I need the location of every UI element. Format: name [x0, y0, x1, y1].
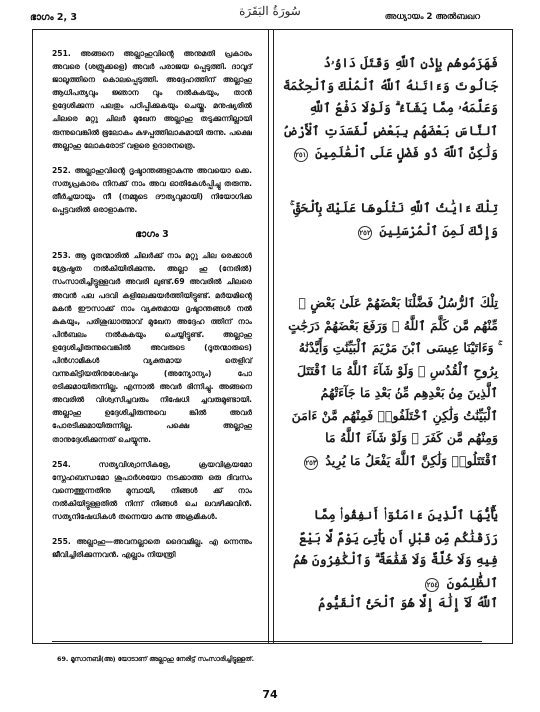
- header-chapter-label: അധ്യായം 2 അൽബഖറ: [384, 12, 480, 22]
- footnote-rule: [52, 641, 482, 642]
- surah-name-calligraphy: سُورَةُ البَقَرَة: [239, 4, 301, 18]
- page-number: 74: [262, 688, 278, 701]
- verse-253-translation: 253. ആ ദൂതന്മാരിൽ ചിലർക്ക് നാം മറ്റു ചില രെക്കാൾ ശ്രേഷ്ഠത നൽകിയിരിക്കുന്നു. അല്ലാ ഹു (നേരിൽ) സംസാരിച്ചിട്ടുള്ളവർ അവരി ലുണ്ട്.69 അവരിൽ ചിലരെ അവൻ പല പദവി കളിലേക്കുയർത്തിയിട്ടുണ്ട്. മർയമിന്റെ മകൻ ഈസാക്ക് നാം വ്യക്തമായ ദൃഷ്ടാന്തങ്ങൾ നൽ കുകയും, പരിശുദ്ധാത്മാവ് മുഖേന അദ്ദേഹ ത്തിന് നാം പിൻബലം നൽകുകയും ചെയ്യിട്ടുണ്ട്. അല്ലാഹു ഉദ്ദേശിച്ചിരുന്നുവെങ്കിൽ അവരുടെ (ദൂതന്മാരുടെ) പിൻഗാമികൾ വ്യക്തമായ തെളിവ് വന്നുകിട്ടിയതിനുശേഷവും (അന്യോന്യം) പോ രടിക്കുമായിരുന്നില്ല. എന്നാൽ അവർ ഭിന്നിച്ചു. അങ്ങനെ അവരിൽ വിശ്വസിച്ചവരും നിഷേധി ച്ചവരുമുണ്ടായി. അല്ലാഹു ഉദ്ദേശിച്ചിരുന്നുവെ ങ്കിൽ അവർ പോരടിക്കുമായിരുന്നില്ല. പക്ഷെ അല്ലാഹു താനുദ്ദേശിക്കുന്നത് ചെയ്യുന്നു.: [52, 251, 252, 444]
- verse-255-translation: 255. അല്ലാഹു—അവനല്ലാതെ ദൈവമില്ല. എ ന്നെന്നും ജീവിച്ചിരിക്കുന്നവൻ. എല്ലാം നിയന്ത്രി: [52, 537, 252, 560]
- verse-255-text: ٱللَّهُ لَآ إِلَٰهَ إِلَّا هُوَ ٱلْحَىُّ ٱلْقَيُّومُ: [318, 595, 498, 610]
- verse-254-text: يَٰٓأَيُّهَا ٱلَّذِينَ ءَامَنُوٓا۟ أَنفِقُوا۟ مِمَّا رَزَقْنَٰكُم مِّن قَبْلِ أَن يَأْتِىَ يَوْمٌ لَّا بَيْعٌ فِيهِ وَلَا خُلَّةٌ وَلَا شَفَٰعَةٌ ۗ وَٱلْكَٰفِرُونَ هُمُ ٱلظَّٰلِمُونَ: [292, 507, 498, 590]
- verse-253-number: ٢٥٣: [304, 456, 318, 470]
- verse-251-translation: 251. അങ്ങനെ അല്ലാഹുവിന്റെ അനുമതി പ്രകാരം അവരെ (ശത്രുക്കളെ) അവർ പരാജയ പ്പെടുത്തി. ദാവൂദ് ജാലൂത്തിനെ കൊലപ്പെടുത്തി. അദ്ദേഹത്തിന് അല്ലാഹു ആധിപത്യവും ജ്ഞാന വും നൽകുകയും, താൻ ഉദ്ദേശിക്കുന്ന പലതും പഠിപ്പിക്കുകയും ചെയ്തു. മനുഷ്യരിൽ ചിലരെ മറ്റു ചിലർ മുഖേന അല്ലാഹു തടുക്കുന്നില്ലായി രുന്നുവെങ്കിൽ ഭൂലോകം കുഴപ്പത്തിലാകുമായി രുന്നു. പക്ഷെ അല്ലാഹു ലോകരോട് വളരെ ഉദാരനത്രെ.: [52, 49, 252, 150]
- verse-254-number: ٢٥٤: [425, 578, 439, 592]
- verse-252-number: ٢٥٢: [358, 226, 372, 240]
- verse-254-arabic: [282, 504, 498, 594]
- column-divider: [268, 29, 274, 644]
- verse-252-arabic: [282, 197, 498, 242]
- verse-254-translation: 254. സത്യവിശ്വാസികളേ, ക്രയവിക്രയമോ സ്നേഹബന്ധമോ ശുപാർശയോ നടക്കാത്ത ഒരു ദിവസം വന്നെത്തുന്നതിനു മുമ്പായി, നിങ്ങൾ ക്ക് നാം നൽകിയിട്ടുള്ളതിൽ നിന്ന് നിങ്ങൾ ചെ ലവഴിക്കുവിൻ. സത്യനിഷേധികൾ തന്നെയാ കുന്നു അക്രമികൾ.: [52, 459, 252, 521]
- header-part-label: ഭാഗം 2, 3: [30, 12, 77, 23]
- footnote: 69. മൂസാനബി(അ) യോടാണ് അല്ലാഹു നേരിട്ട് സംസാരിച്ചിട്ടുള്ളത്.: [57, 655, 255, 663]
- verse-253-text: تِلْكَ ٱلرُّسُلُ فَضَّلْنَا بَعْضَهُمْ عَلَىٰ بَعْضٍ ۘ مِّنْهُم مَّن كَلَّمَ ٱللَّهُ ۖ وَرَفَعَ بَعْضَهُمْ دَرَجَٰتٍ ۚ وَءَاتَيْنَا عِيسَى ٱبْنَ مَرْيَمَ ٱلْبَيِّنَٰتِ وَأَيَّدْنَٰهُ بِرُوحِ ٱلْقُدُسِ ۗ وَلَوْ شَآءَ ٱللَّهُ مَا ٱقْتَتَلَ ٱلَّذِينَ مِنۢ بَعْدِهِم مِّنۢ بَعْدِ مَا جَآءَتْهُمُ ٱلْبَيِّنَٰتُ وَلَٰكِنِ ٱخْتَلَفُوا۟ فَمِنْهُم مَّنْ ءَامَنَ وَمِنْهُم مَّن كَفَرَ ۚ وَلَوْ شَآءَ ٱللَّهُ مَا ٱقْتَتَلُوا۟ وَلَٰكِنَّ ٱللَّهَ يَفْعَلُ مَا يُرِيدُ: [288, 295, 498, 468]
- verse-255-arabic: [282, 592, 498, 615]
- translation-column: [52, 47, 252, 573]
- verse-253-arabic: [282, 292, 498, 472]
- verse-252-translation: 252. അല്ലാഹുവിന്റെ ദൃഷ്ടാന്തങ്ങളാകുന്നു അവയൊ ക്കെ. സത്യപ്രകാരം നിനക്ക് നാം അവ ഓതികേൾപ്പിച്ചു തരുന്നു. തീർച്ചയായും നീ (നമ്മുടെ ദൗത്യവുമായി) നിയോഗിക്ക പ്പെട്ടവരിൽ ഒരാളാകുന്നു.: [52, 165, 252, 215]
- verse-251-text: فَهَزَمُوهُم بِإِذْنِ ٱللَّهِ وَقَتَلَ دَاوُۥدُ جَالُوتَ وَءَاتَىٰهُ ٱللَّهُ ٱلْمُلْكَ وَٱلْحِكْمَةَ وَعَلَّمَهُۥ مِمَّا يَشَآءُ ۗ وَلَوْلَا دَفْعُ ٱللَّهِ ٱلنَّاسَ بَعْضَهُم بِبَعْضٍ لَّفَسَدَتِ ٱلْأَرْضُ وَلَٰكِنَّ ٱللَّهَ ذُو فَضْلٍ عَلَى ٱلْعَٰلَمِينَ: [282, 55, 498, 160]
- verse-251-arabic: [282, 52, 498, 165]
- verse-251-number: ٢٥١: [294, 148, 308, 162]
- part-heading: ഭാഗം 3: [135, 229, 169, 241]
- verse-252-text: تِلْكَ ءَايَٰتُ ٱللَّهِ نَتْلُوهَا عَلَيْكَ بِٱلْحَقِّ ۚ وَإِنَّكَ لَمِنَ ٱلْمُرْسَلِينَ: [290, 200, 498, 238]
